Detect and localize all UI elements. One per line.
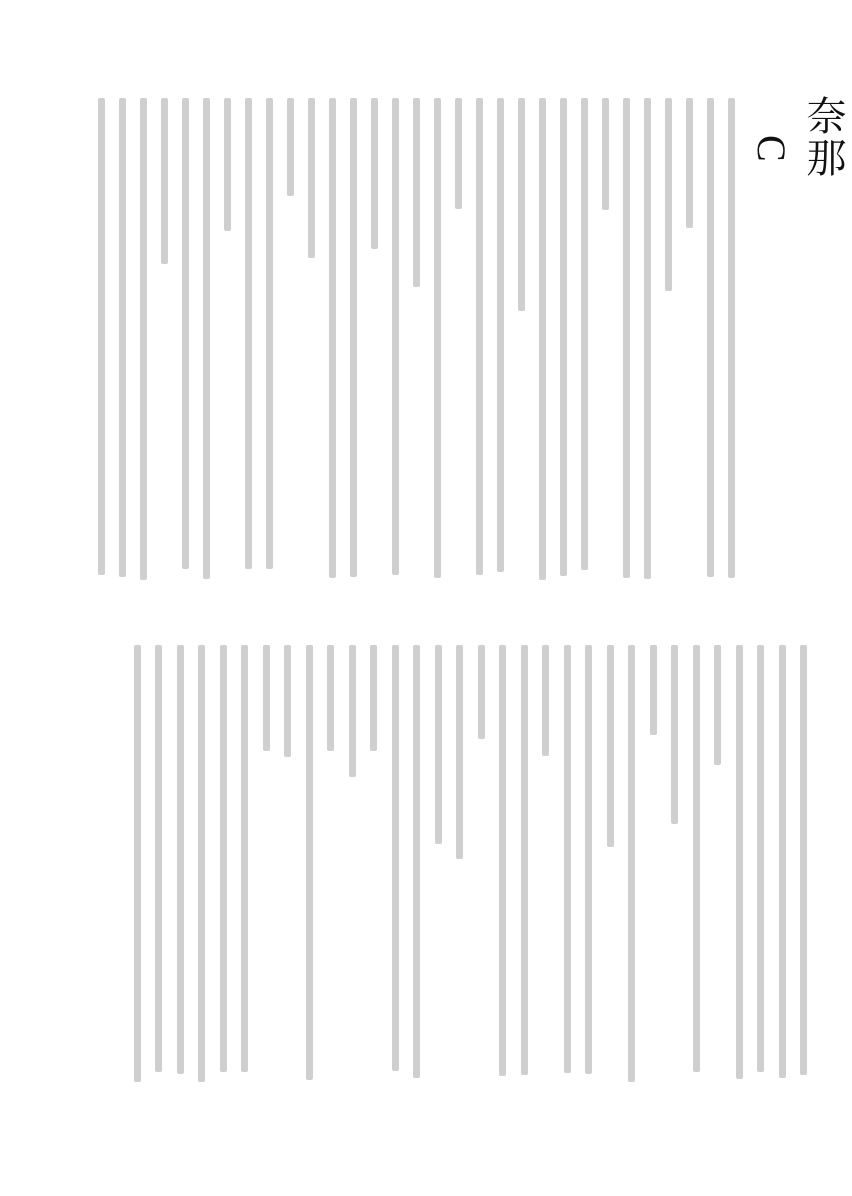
redacted-text-line: [499, 645, 506, 1076]
redacted-text-line: [413, 98, 420, 287]
redacted-text-line: [266, 98, 273, 569]
redacted-text-line: [434, 98, 441, 578]
redacted-text-line: [650, 645, 657, 735]
redacted-text-line: [456, 645, 463, 859]
redacted-text-line: [539, 98, 546, 580]
redacted-text-line: [435, 645, 442, 844]
redacted-text-line: [329, 98, 336, 578]
redacted-text-line: [177, 645, 184, 1074]
chapter-title: [748, 95, 852, 179]
redacted-text-line: [392, 645, 399, 1071]
redacted-text-line: [263, 645, 270, 751]
redacted-text-line: [623, 98, 630, 578]
redacted-text-line: [182, 98, 189, 569]
redacted-text-line: [119, 98, 126, 577]
redacted-text-line: [306, 645, 313, 1080]
redacted-text-line: [693, 645, 700, 1072]
redacted-text-line: [757, 645, 764, 1072]
redacted-text-line: [392, 98, 399, 575]
redacted-text-line: [644, 98, 651, 579]
redacted-text-line: [564, 645, 571, 1073]
redacted-text-line: [224, 98, 231, 231]
redacted-text-line: [161, 98, 168, 264]
redacted-text-line: [349, 645, 356, 777]
redacted-text-line: [671, 645, 678, 824]
redacted-text-line: [284, 645, 291, 757]
redacted-text-line: [241, 645, 248, 1072]
redacted-text-line: [413, 645, 420, 1078]
redacted-text-line: [686, 98, 693, 228]
redacted-text-line: [497, 98, 504, 572]
redacted-text-line: [134, 645, 141, 1082]
redacted-text-line: [98, 98, 105, 575]
redacted-text-line: [736, 645, 743, 1079]
redacted-text-line: [455, 98, 462, 209]
redacted-text-line: [478, 645, 485, 739]
redacted-text-line: [607, 645, 614, 847]
redacted-text-line: [155, 645, 162, 1072]
redacted-text-line: [707, 98, 714, 577]
redacted-text-line: [602, 98, 609, 210]
redacted-text-line: [521, 645, 528, 1075]
redacted-text-line: [518, 98, 525, 311]
redacted-text-line: [476, 98, 483, 575]
redacted-text-line: [628, 645, 635, 1082]
redacted-text-line: [581, 98, 588, 570]
redacted-text-line: [665, 98, 672, 291]
redacted-text-line: [220, 645, 227, 1072]
redacted-text-line: [560, 98, 567, 576]
redacted-text-line: [350, 98, 357, 577]
redacted-text-line: [327, 645, 334, 751]
redacted-text-line: [245, 98, 252, 569]
chapter-title-section: C: [749, 135, 794, 164]
redacted-text-line: [203, 98, 210, 579]
redacted-text-line: [287, 98, 294, 196]
chapter-title-name: 奈那: [800, 95, 846, 179]
redacted-text-line: [140, 98, 147, 580]
redacted-text-line: [714, 645, 721, 765]
redacted-text-line: [308, 98, 315, 258]
redacted-text-line: [585, 645, 592, 1074]
redacted-text-line: [728, 98, 735, 578]
redacted-text-line: [371, 98, 378, 249]
redacted-text-line: [198, 645, 205, 1082]
redacted-text-line: [800, 645, 807, 1075]
redacted-text-line: [542, 645, 549, 756]
redacted-text-line: [370, 645, 377, 751]
redacted-text-line: [779, 645, 786, 1078]
